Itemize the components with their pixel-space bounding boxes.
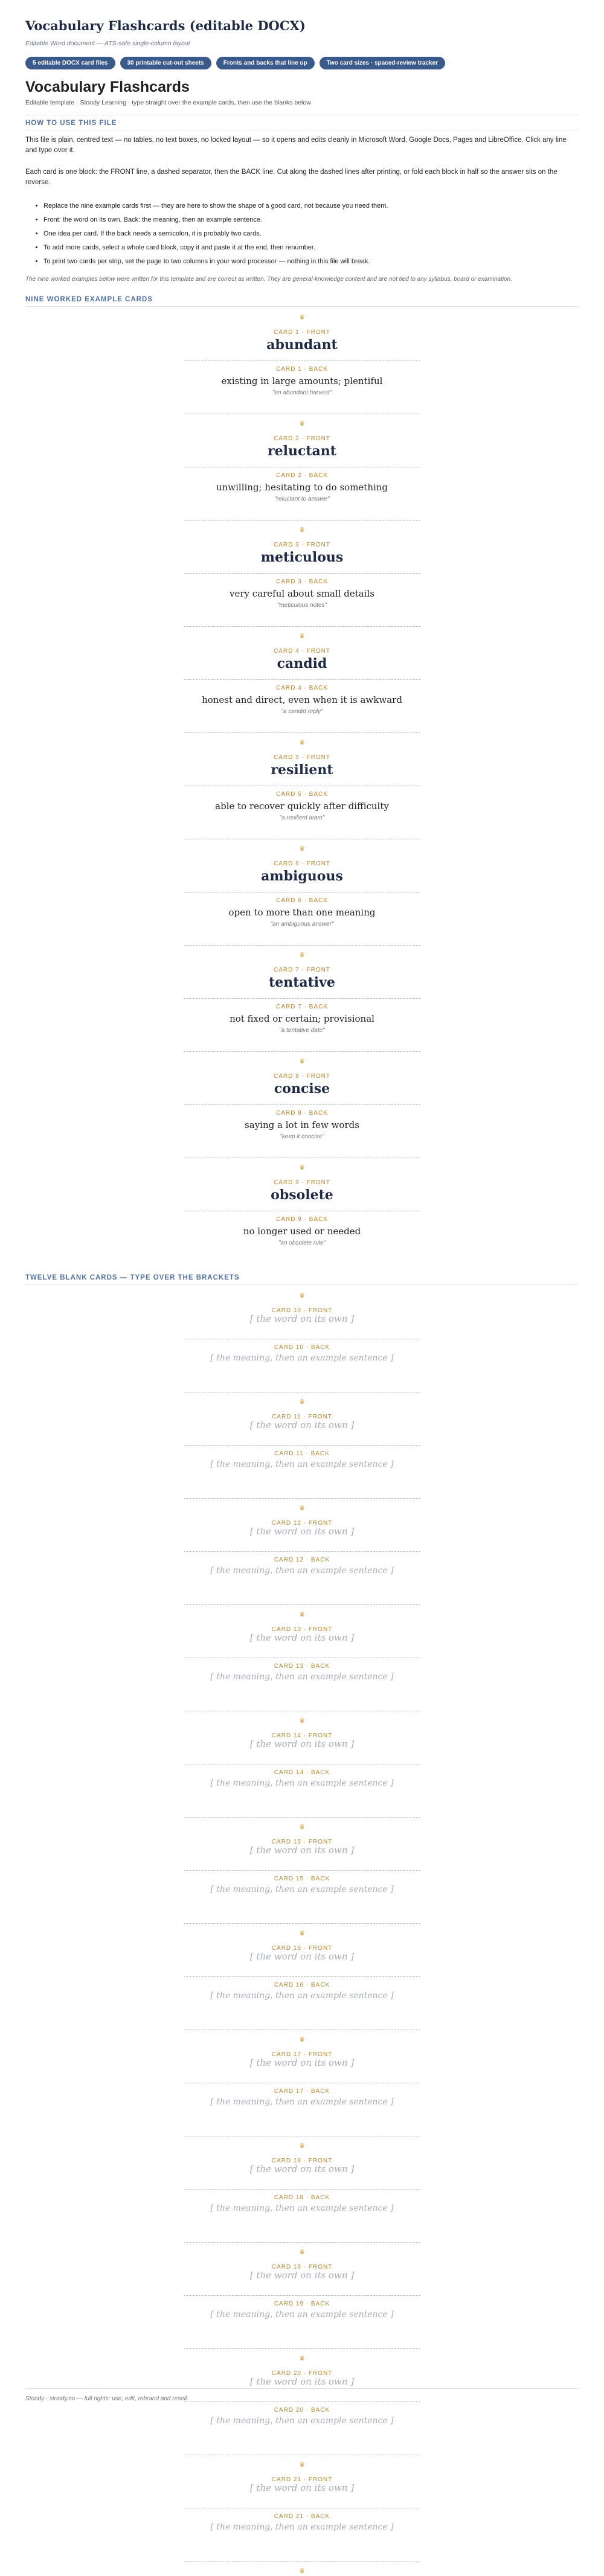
card-front-label: CARD 16 · FRONT: [271, 1945, 333, 1952]
crown-icon: ♛: [299, 633, 305, 640]
card-back[interactable]: [184, 1211, 420, 1264]
card-back[interactable]: [184, 680, 420, 733]
card-front-label: CARD 5 · FRONT: [274, 754, 330, 761]
card-back-label: CARD 16 · BACK: [274, 1982, 330, 1988]
crown-icon: ♛: [299, 739, 305, 746]
card-meaning: very careful about small details: [230, 588, 374, 599]
crown-icon: ♛: [299, 1717, 305, 1725]
blank-word-placeholder[interactable]: [ the word on its own ]: [249, 1738, 355, 1749]
list-item: • To print two cards per strip, set the page to two columns in your word processor — nothing in this file will break.: [43, 255, 388, 269]
howto-heading: HOW TO USE THIS FILE: [25, 120, 117, 127]
card-back-label: CARD 3 · BACK: [276, 578, 328, 585]
card-back-label: CARD 6 · BACK: [276, 897, 328, 904]
divider: [25, 1284, 579, 1285]
card-word: candid: [277, 656, 327, 671]
blank-meaning-placeholder[interactable]: [ the meaning, then an example sentence ]: [210, 1459, 394, 1469]
card-example: "meticulous notes": [277, 602, 327, 609]
card-front-label: CARD 20 · FRONT: [271, 2370, 333, 2377]
card-back[interactable]: [184, 1552, 420, 1605]
crown-icon: ♛: [299, 1292, 305, 1299]
card-front-label: CARD 17 · FRONT: [271, 2051, 333, 2058]
card-front-label: CARD 7 · FRONT: [274, 967, 330, 973]
card-example: "keep it concise": [280, 1133, 324, 1140]
card-front[interactable]: [184, 2243, 420, 2296]
card-front-label: CARD 13 · FRONT: [271, 1626, 333, 1633]
blank-word-placeholder[interactable]: [ the word on its own ]: [249, 2270, 355, 2281]
card-back-label: CARD 1 · BACK: [276, 366, 328, 373]
card-example: "a resilient team": [279, 815, 325, 821]
blank-meaning-placeholder[interactable]: [ the meaning, then an example sentence ]: [210, 1672, 394, 1682]
footer: Stoody · stoody.co — full rights: use, edit, rebrand and resell.: [25, 2395, 188, 2402]
card-word: resilient: [271, 762, 333, 778]
blank-word-placeholder[interactable]: [ the word on its own ]: [249, 1526, 355, 1537]
crown-icon: ♛: [299, 1399, 305, 1406]
card-front[interactable]: [184, 1052, 420, 1105]
card-example: "an obsolete rule": [278, 1240, 326, 1246]
list-item: • To add more cards, select a whole card block, copy it and paste it at the end, then renumber.: [43, 241, 388, 255]
card-example: "an abundant harvest": [272, 389, 332, 396]
card-back-label: CARD 8 · BACK: [276, 1110, 328, 1117]
card-back[interactable]: [184, 1977, 420, 2030]
card-front-label: CARD 1 · FRONT: [274, 329, 330, 336]
card-back-label: CARD 21 · BACK: [274, 2513, 330, 2520]
crown-icon: ♛: [299, 2461, 305, 2469]
card-back[interactable]: [184, 786, 420, 839]
pill-docx-files[interactable]: 5 editable DOCX card files: [25, 57, 115, 69]
crown-icon: ♛: [299, 2142, 305, 2150]
blank-meaning-placeholder[interactable]: [ the meaning, then an example sentence ]: [210, 2097, 394, 2107]
blank-word-placeholder[interactable]: [ the word on its own ]: [249, 2164, 355, 2174]
card-example: "an ambiguous answer": [270, 921, 334, 928]
card-front[interactable]: [184, 1605, 420, 1658]
blank-word-placeholder[interactable]: [ the word on its own ]: [249, 2482, 355, 2493]
list-item: • Replace the nine example cards first — they are here to show the shape of a good card, not because you need them.: [43, 199, 388, 213]
document-title: Vocabulary Flashcards (editable DOCX): [25, 18, 306, 33]
card-front-label: CARD 3 · FRONT: [274, 542, 330, 548]
card-front-label: CARD 19 · FRONT: [271, 2264, 333, 2270]
card-front[interactable]: [184, 733, 420, 786]
card-word: obsolete: [271, 1187, 333, 1203]
card-back[interactable]: [184, 1764, 420, 1818]
crown-icon: ♛: [299, 2355, 305, 2362]
card-back-label: CARD 11 · BACK: [274, 1450, 330, 1457]
crown-icon: ♛: [299, 952, 305, 959]
card-front-label: CARD 8 · FRONT: [274, 1073, 330, 1080]
blank-meaning-placeholder[interactable]: [ the meaning, then an example sentence ]: [210, 1885, 394, 1894]
card-back[interactable]: [184, 2296, 420, 2349]
card-back-label: CARD 12 · BACK: [274, 1557, 330, 1563]
examples-heading: NINE WORKED EXAMPLE CARDS: [25, 296, 153, 303]
card-word: meticulous: [260, 549, 344, 565]
crown-icon: ♛: [299, 314, 305, 321]
card-front-label: CARD 9 · FRONT: [274, 1179, 330, 1186]
card-back[interactable]: [184, 1446, 420, 1499]
blank-meaning-placeholder[interactable]: [ the meaning, then an example sentence ]: [210, 1778, 394, 1788]
card-front[interactable]: [184, 414, 420, 467]
card-front[interactable]: [184, 946, 420, 999]
main-heading: Vocabulary Flashcards: [25, 78, 190, 95]
crown-icon: ♛: [299, 1611, 305, 1618]
list-item: • Front: the word on its own. Back: the meaning, then an example sentence.: [43, 213, 388, 227]
card-back-label: CARD 19 · BACK: [274, 2301, 330, 2307]
blank-meaning-placeholder[interactable]: [ the meaning, then an example sentence ]: [210, 1566, 394, 1575]
card-back-label: CARD 5 · BACK: [276, 791, 328, 798]
pill-fronts-backs[interactable]: Fronts and backs that line up: [216, 57, 315, 69]
crown-icon: ♛: [299, 420, 305, 428]
card-back-label: CARD 10 · BACK: [274, 1344, 330, 1351]
card-meaning: open to more than one meaning: [228, 907, 376, 918]
card-back-label: CARD 18 · BACK: [274, 2194, 330, 2201]
card-front[interactable]: [184, 839, 420, 892]
card-word: concise: [274, 1081, 330, 1097]
card-back[interactable]: [184, 1105, 420, 1158]
card-back[interactable]: [184, 2508, 420, 2562]
card-front[interactable]: [184, 1392, 420, 1446]
blank-meaning-placeholder[interactable]: [ the meaning, then an example sentence ]: [210, 2310, 394, 2319]
example-cards: [184, 308, 420, 1264]
blank-meaning-placeholder[interactable]: [ the meaning, then an example sentence ]: [210, 1991, 394, 2001]
card-front[interactable]: [184, 308, 420, 361]
card-back[interactable]: [184, 1658, 420, 1711]
blank-word-placeholder[interactable]: [ the word on its own ]: [249, 1313, 355, 1324]
card-back-label: CARD 13 · BACK: [274, 1663, 330, 1670]
tagline: Editable template · Stoody Learning · type straight over the example cards, then use the blanks below: [25, 99, 311, 106]
crown-icon: ♛: [299, 1930, 305, 1937]
card-meaning: unwilling; hesitating to do something: [216, 482, 388, 493]
card-meaning: able to recover quickly after difficulty: [215, 801, 389, 812]
card-front[interactable]: [184, 1499, 420, 1552]
crown-icon: ♛: [299, 2036, 305, 2043]
card-front[interactable]: [184, 1286, 420, 1339]
crown-icon: ♛: [299, 845, 305, 853]
crown-icon: ♛: [299, 1824, 305, 1831]
blank-meaning-placeholder[interactable]: [ the meaning, then an example sentence ]: [210, 2416, 394, 2426]
card-word: abundant: [266, 337, 338, 353]
blank-meaning-placeholder[interactable]: [ the meaning, then an example sentence ]: [210, 1353, 394, 1363]
card-back-label: CARD 20 · BACK: [274, 2407, 330, 2414]
blank-word-placeholder[interactable]: [ the word on its own ]: [249, 1951, 355, 1962]
card-front[interactable]: [184, 521, 420, 574]
card-front[interactable]: [184, 2349, 420, 2402]
card-front-label: CARD 2 · FRONT: [274, 435, 330, 442]
card-back[interactable]: [184, 1871, 420, 1924]
card-back-label: CARD 15 · BACK: [274, 1876, 330, 1882]
crown-icon: ♛: [299, 527, 305, 534]
card-word: reluctant: [268, 443, 336, 459]
card-back[interactable]: [184, 892, 420, 946]
card-front[interactable]: [184, 627, 420, 680]
card-back[interactable]: [184, 361, 420, 414]
list-item: • One idea per card. If the back needs a semicolon, it is probably two cards.: [43, 227, 388, 241]
card-front[interactable]: [184, 1924, 420, 1977]
card-back[interactable]: [184, 999, 420, 1052]
card-meaning: honest and direct, even when it is awkward: [202, 694, 402, 705]
card-back[interactable]: [184, 2402, 420, 2455]
document-subtitle: Editable Word document — ATS-safe single-column layout: [25, 40, 190, 47]
divider: [25, 2388, 579, 2389]
card-example: "a candid reply": [281, 708, 323, 715]
card-word: ambiguous: [261, 868, 343, 884]
card-front[interactable]: [184, 2030, 420, 2083]
howto-paragraph-2: Each card is one block: the FRONT line, a dashed separator, then the BACK line. Cut along the dashed lines after printing, or fold each block in half so the answer sits on the reverse.: [25, 168, 557, 186]
card-back[interactable]: [184, 1339, 420, 1392]
card-back[interactable]: [184, 2190, 420, 2243]
crown-icon: ♛: [299, 1505, 305, 1512]
blank-word-placeholder[interactable]: [ the word on its own ]: [249, 2376, 355, 2387]
crown-icon: ♛: [299, 1164, 305, 1171]
card-back[interactable]: [184, 467, 420, 521]
crown-icon: ♛: [299, 2249, 305, 2256]
howto-bullets: [25, 199, 388, 269]
card-back-label: CARD 17 · BACK: [274, 2088, 330, 2095]
card-front-label: CARD 4 · FRONT: [274, 648, 330, 655]
pill-card-sizes[interactable]: Two card sizes · spaced-review tracker: [320, 57, 445, 69]
howto-paragraph-1: This file is plain, centred text — no tables, no text boxes, no locked layout — so it opens and edits cleanly in Microsoft Word, Google Docs, Pages and LibreOffice. Click any line and type over it.: [25, 136, 567, 154]
card-example: "reluctant to answer": [274, 496, 330, 502]
card-front-label: CARD 11 · FRONT: [272, 1414, 332, 1420]
card-front-label: CARD 21 · FRONT: [271, 2476, 333, 2483]
card-example: "a tentative date": [279, 1027, 325, 1034]
card-meaning: not fixed or certain; provisional: [230, 1013, 374, 1024]
card-back-label: CARD 9 · BACK: [276, 1216, 328, 1223]
blank-cards: [184, 1286, 420, 2576]
card-front-label: CARD 10 · FRONT: [271, 1307, 333, 1314]
feature-pills: [25, 57, 445, 69]
card-back-label: CARD 4 · BACK: [276, 685, 328, 691]
howto-note: The nine worked examples below were written for this template and are correct as written. They are general-knowledge content and are not tied to any syllabus, board or examination.: [25, 276, 512, 283]
card-front[interactable]: [184, 1711, 420, 1764]
card-word: tentative: [269, 975, 335, 990]
card-meaning: saying a lot in few words: [245, 1120, 359, 1130]
blank-word-placeholder[interactable]: [ the word on its own ]: [249, 2057, 355, 2068]
card-front[interactable]: [184, 1818, 420, 1871]
card-back-label: CARD 2 · BACK: [276, 472, 328, 479]
card-back-label: CARD 14 · BACK: [274, 1769, 330, 1776]
card-back[interactable]: [184, 2083, 420, 2136]
card-front[interactable]: [184, 2455, 420, 2508]
card-meaning: no longer used or needed: [243, 1226, 361, 1237]
pill-cutout-sheets[interactable]: 30 printable cut-out sheets: [120, 57, 211, 69]
card-front-label: CARD 18 · FRONT: [271, 2158, 333, 2164]
card-back[interactable]: [184, 574, 420, 627]
blank-word-placeholder[interactable]: [ the word on its own ]: [249, 1420, 355, 1431]
blanks-heading: TWELVE BLANK CARDS — TYPE OVER THE BRACKETS: [25, 1274, 240, 1281]
divider: [25, 306, 579, 307]
card-meaning: existing in large amounts; plentiful: [221, 376, 383, 386]
card-front[interactable]: [184, 1158, 420, 1211]
card-front[interactable]: [184, 2136, 420, 2190]
card-front-label: CARD 14 · FRONT: [271, 1732, 333, 1739]
blank-meaning-placeholder[interactable]: [ the meaning, then an example sentence ]: [210, 2203, 394, 2213]
crown-icon: ♛: [299, 2568, 305, 2575]
blank-meaning-placeholder[interactable]: [ the meaning, then an example sentence ]: [210, 2522, 394, 2532]
card-front-label: CARD 12 · FRONT: [271, 1520, 333, 1527]
blank-word-placeholder[interactable]: [ the word on its own ]: [249, 1632, 355, 1643]
card-back-label: CARD 7 · BACK: [276, 1004, 328, 1010]
crown-icon: ♛: [299, 1058, 305, 1065]
card-front-label: CARD 15 · FRONT: [271, 1839, 333, 1845]
card-front-label: CARD 6 · FRONT: [274, 860, 330, 867]
blank-word-placeholder[interactable]: [ the word on its own ]: [249, 1845, 355, 1856]
